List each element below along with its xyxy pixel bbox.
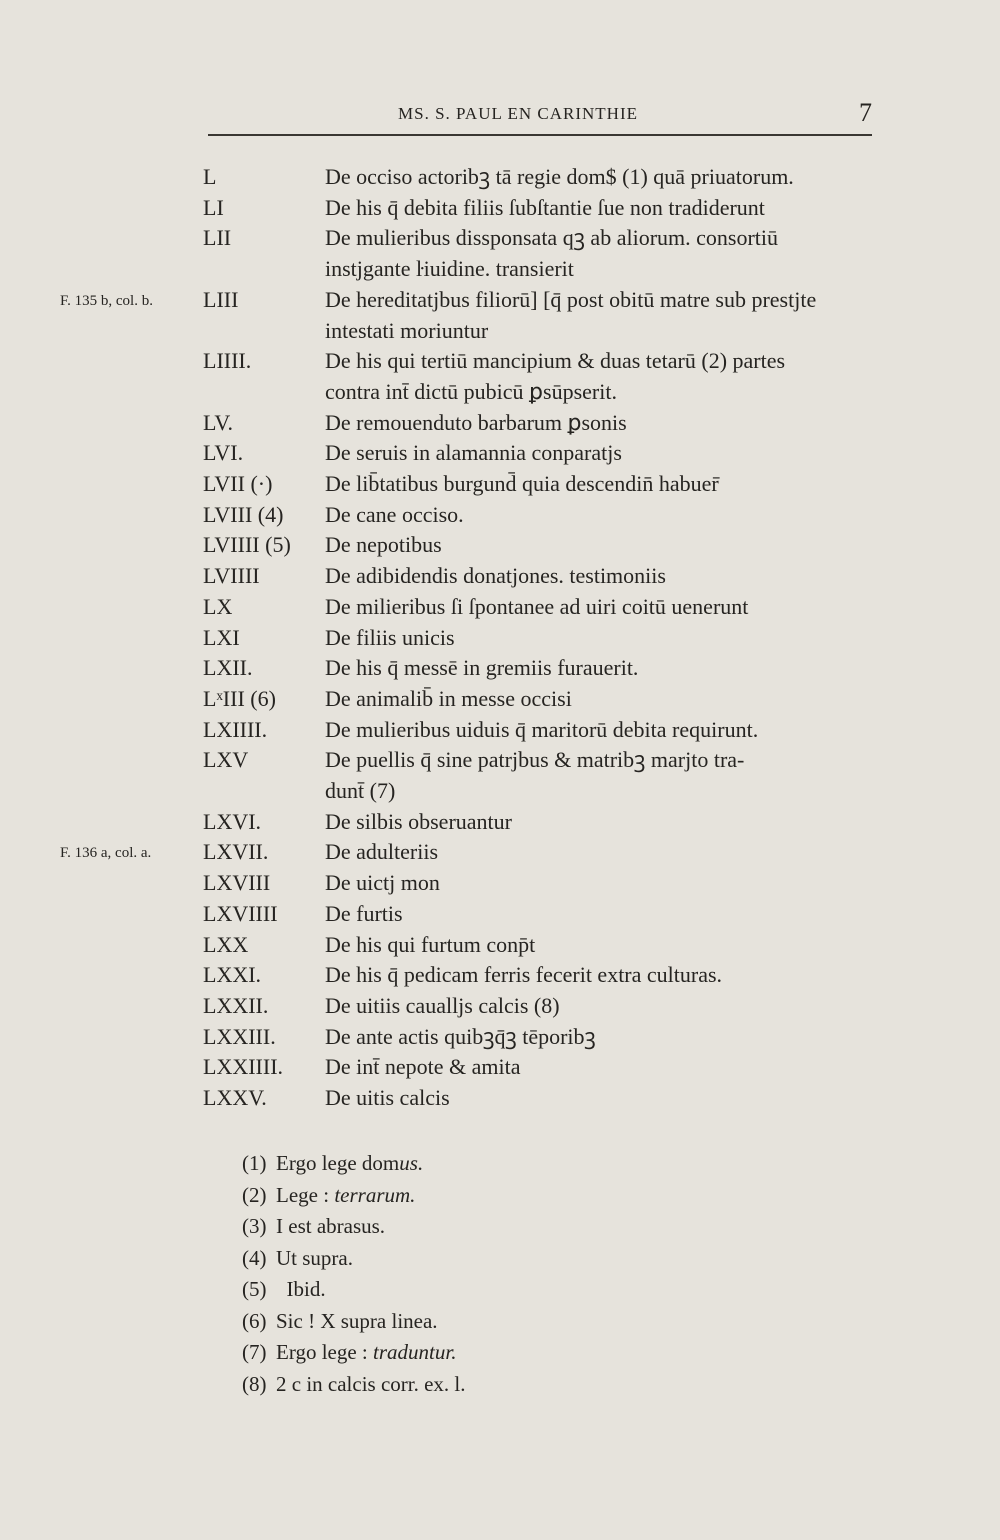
footnote [242, 1243, 353, 1273]
chapter-title: De int̄ nepote & amita [325, 1054, 521, 1080]
chapter-title: De mulieribus dissponsata qꝫ ab aliorum. consortiū [325, 225, 779, 251]
chapter-row [0, 1083, 1000, 1113]
chapter-row [0, 899, 1000, 929]
chapter-row [0, 469, 1000, 499]
running-title: MS. S. PAUL EN CARINTHIE [398, 104, 638, 123]
chapter-title: De occiso actoribꝫ tā regie dom$ (1) quā priuatorum. [325, 164, 794, 189]
footnote [242, 1211, 385, 1241]
footnote-text: Ergo lege dom [276, 1151, 400, 1175]
chapter-row [0, 1022, 1000, 1052]
chapter-row [0, 193, 1000, 223]
chapter-title: De animalib̄ in messe occisi [325, 685, 572, 711]
chapter-row [0, 837, 1000, 867]
chapter-number: LII [203, 225, 232, 251]
chapter-row [0, 807, 1000, 837]
chapter-number: LIII [203, 286, 239, 312]
chapter-row [0, 316, 1000, 346]
chapter-row [0, 500, 1000, 530]
chapter-row [0, 991, 1000, 1021]
chapter-title: De his qui tertiū mancipium & duas tetarū (2) partes [325, 348, 786, 374]
footnote-label: (6) [242, 1308, 267, 1333]
footnote-italic-text: us. [399, 1151, 424, 1175]
chapter-number: LVII (·) [203, 471, 273, 496]
chapter-number: LˣIII (6) [203, 685, 276, 711]
chapter-number: LV. [203, 409, 233, 435]
chapter-title: De adulteriis [325, 839, 439, 865]
chapter-row [0, 377, 1000, 407]
chapter-number: LXIIII. [203, 716, 268, 742]
folio-marginal-note: F. 136 a, col. a. [60, 845, 152, 862]
chapter-number: LXI [203, 624, 240, 650]
page-number: 7 [859, 98, 872, 127]
footnote-label: (3) [242, 1214, 267, 1238]
chapter-title: De filiis unicis [325, 624, 455, 650]
chapter-row [0, 868, 1000, 898]
chapter-row [0, 684, 1000, 714]
chapter-row [0, 623, 1000, 653]
chapter-title: De his q̄ pedicam ferris fecerit extra culturas. [325, 962, 723, 988]
chapter-row [0, 561, 1000, 591]
chapter-title: instjgante ŀiuidine. transierit [325, 256, 574, 282]
footnote-label: (5) [242, 1277, 267, 1301]
chapter-row [0, 960, 1000, 990]
chapter-number: LXXIII. [203, 1023, 276, 1049]
footnote-italic-text: terrarum. [334, 1182, 416, 1207]
chapter-title: De milieribus ſi ſpontanee ad uiri coitū uenerunt [325, 593, 749, 619]
footnote [242, 1306, 438, 1336]
footnote-text: Ibid. [276, 1277, 326, 1301]
chapter-title: De mulieribus uiduis q̄ maritorū debita requirunt. [325, 716, 759, 742]
chapter-title: contra int̄ dictū pubicū ꝑsūpserit. [325, 378, 617, 404]
chapter-number: L [203, 164, 217, 189]
chapter-number: LXVIII [203, 870, 271, 896]
chapter-title: De nepotibus [325, 532, 442, 558]
chapter-number: LXVII. [203, 839, 269, 865]
footnote-text: I est abrasus. [276, 1214, 386, 1238]
chapter-row [0, 285, 1000, 315]
chapter-row [0, 930, 1000, 960]
footnote-italic-text: traduntur. [373, 1340, 457, 1364]
chapter-number: LXV [203, 747, 249, 773]
chapter-title: De his q̄ debita filiis ſubſtantie ſue non tradiderunt [325, 194, 765, 220]
chapter-row [0, 715, 1000, 745]
chapter-number: LVIII (4) [203, 501, 284, 527]
chapter-title: De cane occiso. [325, 501, 464, 527]
chapter-title: De lib̄tatibus burgund̄ quia descendin̄ habuer̄ [325, 471, 719, 496]
chapter-row [0, 592, 1000, 622]
footnote-text: Lege : [276, 1182, 335, 1207]
chapter-number: LIIII. [203, 348, 252, 374]
chapter-title: De uictj mon [325, 870, 440, 896]
chapter-number: LI [203, 194, 224, 220]
footnote-text: Ut supra. [276, 1245, 353, 1270]
chapter-number: LXVIIII [203, 900, 278, 926]
chapter-title: De uitis calcis [325, 1085, 450, 1110]
footnote-label: (2) [242, 1182, 267, 1207]
chapter-title: De remouenduto barbarum ꝑsonis [325, 409, 627, 435]
chapter-row [0, 776, 1000, 806]
footnote-label: (7) [242, 1340, 267, 1364]
chapter-number: LXII. [203, 655, 253, 681]
chapter-title: intestati moriuntur [325, 317, 489, 343]
chapter-row [0, 162, 1000, 192]
chapter-row [0, 408, 1000, 438]
footnote [242, 1337, 456, 1367]
chapter-title: De his qui furtum conp̄t [325, 931, 536, 957]
chapter-title: De puellis q̄ sine patrjbus & matribꝫ marjto tra- [325, 747, 745, 773]
chapter-title: De his q̄ messē in gremiis furauerit. [325, 655, 639, 681]
chapter-row [0, 530, 1000, 560]
footnote [242, 1180, 415, 1210]
chapter-title: De adibidendis donatjones. testimoniis [325, 563, 666, 589]
chapter-number: LXXII. [203, 992, 269, 1018]
chapter-title: De ante actis quibꝫq̄ꝫ tēporibꝫ [325, 1023, 596, 1049]
chapter-number: LVI. [203, 440, 244, 466]
footnote [242, 1274, 326, 1304]
chapter-title: dunt̄ (7) [325, 778, 396, 803]
chapter-row [0, 745, 1000, 775]
footnote-label: (8) [242, 1371, 267, 1396]
chapter-number: LX [203, 593, 233, 619]
chapter-title: De silbis obseruantur [325, 808, 512, 834]
chapter-title: De furtis [325, 900, 403, 926]
chapter-title: De hereditatjbus filiorū] [q̄ post obitū matre sub prestjte [325, 286, 817, 312]
chapter-title: De uitiis caualljs calcis (8) [325, 992, 560, 1018]
footnote-label: (1) [242, 1151, 267, 1175]
folio-marginal-note: F. 135 b, col. b. [60, 292, 153, 309]
chapter-row [0, 438, 1000, 468]
chapter-row [0, 254, 1000, 284]
chapter-title: De seruis in alamannia conparatjs [325, 440, 622, 466]
footnote-text: Ergo lege : [276, 1340, 374, 1364]
footnote [242, 1148, 423, 1178]
chapter-number: LXXIIII. [203, 1054, 284, 1080]
chapter-number: LXX [203, 931, 249, 957]
chapter-number: LVIIII [203, 563, 260, 589]
chapter-number: LVIIII (5) [203, 532, 291, 558]
chapter-row [0, 653, 1000, 683]
chapter-row [0, 223, 1000, 253]
chapter-number: LXVI. [203, 808, 262, 834]
chapter-number: LXXV. [203, 1085, 267, 1110]
footnote-text: Sic ! X supra linea. [276, 1308, 438, 1333]
footnote-text: 2 c in calcis corr. ex. l. [276, 1371, 466, 1396]
chapter-row [0, 1052, 1000, 1082]
page-header [208, 98, 872, 136]
chapter-row [0, 346, 1000, 376]
chapter-number: LXXI. [203, 962, 262, 988]
footnote-label: (4) [242, 1245, 267, 1270]
footnote [242, 1369, 466, 1399]
